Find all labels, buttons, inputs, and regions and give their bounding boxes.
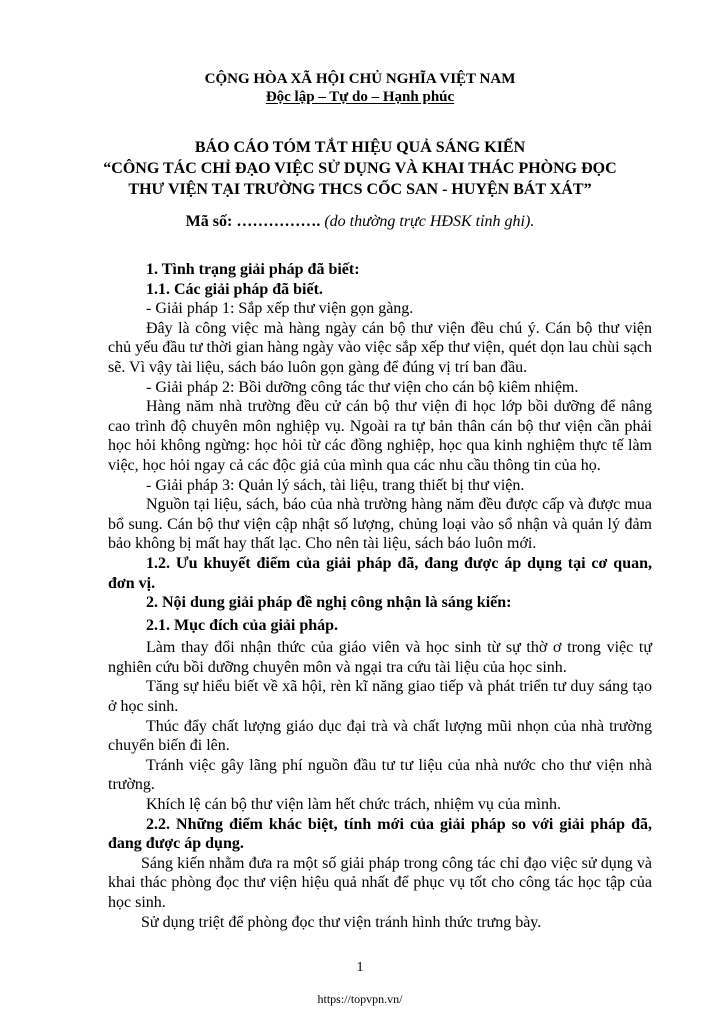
section-1-1-heading: 1.1. Các giải pháp đã biết. bbox=[146, 280, 323, 298]
paragraph-7: Tránh việc gây lãng phí nguồn đầu tư tư liệu của nhà nước cho thư viện nhà trường. bbox=[108, 756, 652, 794]
code-note: (do thường trực HĐSK tỉnh ghi). bbox=[320, 213, 535, 230]
paragraph-6: Thúc đẩy chất lượng giáo dục đại trà và chất lượng mũi nhọn của nhà trường chuyển biến đi lên. bbox=[108, 717, 652, 755]
paragraph-8: Khích lệ cán bộ thư viện làm hết chức trách, nhiệm vụ của mình. bbox=[146, 796, 561, 814]
paragraph-5: Tăng sự hiểu biết về xã hội, rèn kĩ năng giao tiếp và phát triển tư duy sáng tạo ở học sinh. bbox=[108, 678, 652, 716]
code-line bbox=[0, 211, 720, 232]
country-heading: CỘNG HÒA XÃ HỘI CHỦ NGHĨA VIỆT NAM bbox=[204, 71, 516, 87]
document-body bbox=[108, 260, 652, 932]
paragraph-9: Sáng kiến nhằm đưa ra một số giải pháp trong công tác chỉ đạo việc sử dụng và khai thác phòng đọc thư viện hiệu quả nhất để phục vụ tốt cho công tác học tập của học sinh. bbox=[108, 854, 652, 911]
code-label: Mã số: ……………. bbox=[185, 213, 321, 230]
solution-3: - Giải pháp 3: Quản lý sách, tài liệu, trang thiết bị thư viện. bbox=[146, 476, 525, 494]
paragraph-4: Làm thay đổi nhận thức của giáo viên và học sinh từ sự thờ ơ trong việc tự nghiên cứu bồi dưỡng chuyên môn và ngại tra cứu tài liệu của học sinh. bbox=[108, 639, 652, 676]
section-2-2-heading: 2.2. Những điểm khác biệt, tính mới của giải pháp so với giải pháp đã, đang được áp dụng. bbox=[108, 815, 652, 853]
paragraph-10: Sử dụng triệt để phòng đọc thư viện tránh hình thức trưng bày. bbox=[141, 913, 542, 931]
title-line-2: “CÔNG TÁC CHỈ ĐẠO VIỆC SỬ DỤNG VÀ KHAI THÁC PHÒNG ĐỌC bbox=[103, 160, 617, 177]
paragraph-1: Đây là công việc mà hàng ngày cán bộ thư viện đều chú ý. Cán bộ thư viện chủ yếu đầu tư thời gian hàng ngày vào việc sắp xếp thư viện, quét dọn lau chùi sạch sẽ. Vì vậy tài liệu, sách báo luôn gọn gàng để đúng vị trí ban đầu. bbox=[108, 319, 652, 376]
motto-heading bbox=[0, 88, 720, 106]
report-title bbox=[0, 137, 720, 200]
title-line-1: BÁO CÁO TÓM TẮT HIỆU QUẢ SÁNG KIẾN bbox=[194, 139, 526, 156]
footer-url: https://topvpn.vn/ bbox=[317, 992, 403, 1006]
paragraph-2: Hàng năm nhà trường đều cử cán bộ thư viện đi học lớp bồi dưỡng để nâng cao trình độ chuyên môn nghiệp vụ. Ngoài ra tự bản thân cán bộ thư viện cần phải học hỏi không ngừng: học hỏi từ các đồng nghiệp, học qua kinh nghiệm thực tế làm việc, học hỏi ngay cả các độc giả của mình qua các nhu cầu thông tin của họ. bbox=[108, 398, 652, 474]
page-number: 1 bbox=[356, 960, 364, 975]
solution-1: - Giải pháp 1: Sắp xếp thư viện gọn gàng. bbox=[146, 300, 414, 318]
paragraph-3: Nguồn tại liệu, sách, báo của nhà trường hàng năm đều được cấp và được mua bổ sung. Cán bộ thư viện cập nhật số lượng, chủng loại vào sổ nhận và quản lý đảm bảo không bị mất hay thất lạc. Cho nên tài liệu, sách báo luôn mới. bbox=[108, 496, 652, 553]
section-2-1-heading: 2.1. Mục đích của giải pháp. bbox=[146, 616, 339, 634]
motto-text: Độc lập – Tự do – Hạnh phúc bbox=[265, 89, 455, 105]
title-line-3: THƯ VIỆN TẠI TRƯỜNG THCS CỐC SAN - HUYỆN BÁT XÁT” bbox=[128, 181, 592, 198]
solution-2: - Giải pháp 2: Bồi dưỡng công tác thư viện cho cán bộ kiêm nhiệm. bbox=[146, 378, 579, 396]
section-1-heading: 1. Tình trạng giải pháp đã biết: bbox=[146, 261, 360, 278]
section-1-2-heading: 1.2. Ưu khuyết điểm của giải pháp đã, đang được áp dụng tại cơ quan, đơn vị. bbox=[108, 554, 652, 592]
section-2-heading: 2. Nội dung giải pháp đề nghị công nhận là sáng kiến: bbox=[146, 594, 512, 612]
